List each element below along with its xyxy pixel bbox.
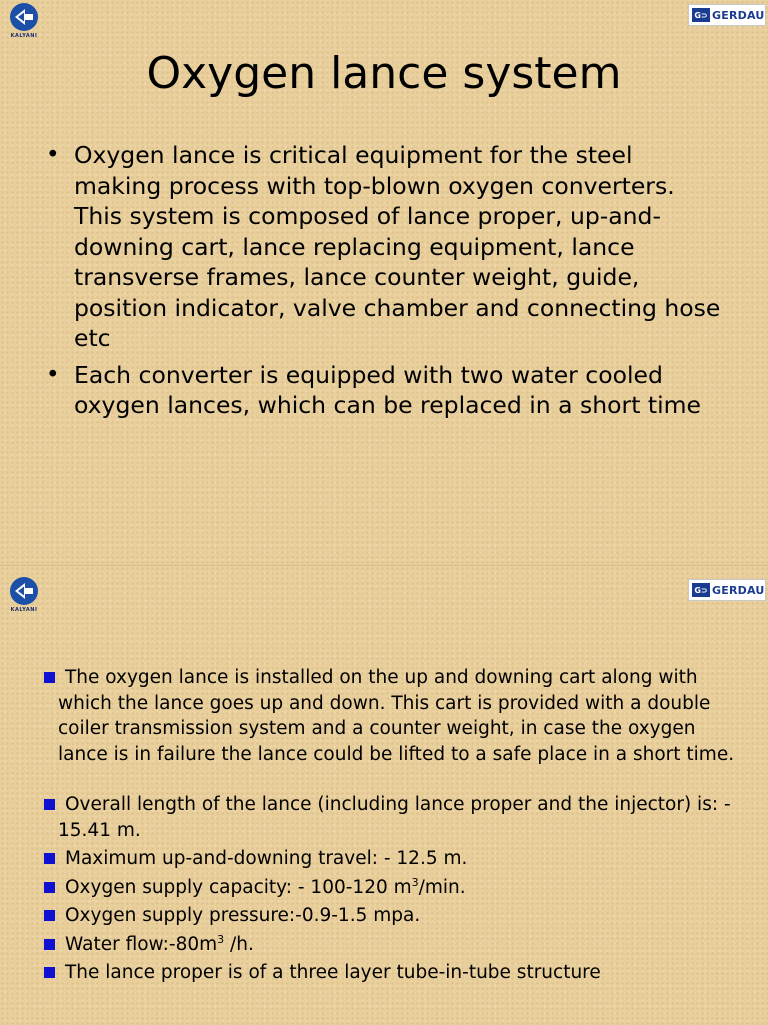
bullet-dot: •: [46, 142, 60, 168]
list-item: [44, 932, 744, 958]
list-item: [44, 875, 744, 901]
square-bullet-icon: [44, 967, 55, 978]
list-item: [44, 665, 744, 767]
bullet-text-suffix: /min.: [418, 876, 466, 898]
list-item: [44, 792, 744, 843]
kalyani-logo: [4, 576, 44, 618]
square-bullet-icon: [44, 939, 55, 950]
square-bullet-icon: [44, 672, 55, 683]
bullet-text: Water flow:-80m: [65, 933, 218, 955]
bullet-text: Overall length of the lance (including lance proper and the injector) is: - 15.41 m.: [58, 794, 731, 841]
bullet-text: The oxygen lance is installed on the up and downing cart along with which the lance goes up and down. This cart is provided with a double coiler transmission system and a counter weight, in case the oxygen lance is in failure the lance could be lifted to a safe place in a short time.: [58, 667, 735, 765]
gerdau-mark-icon: G⊃: [692, 583, 710, 597]
square-bullet-icon: [44, 853, 55, 864]
bullet-text: Each converter is equipped with two water cooled oxygen lances, which can be replaced in a short time: [74, 360, 701, 419]
list-item: [44, 903, 744, 929]
superscript: 3: [411, 875, 419, 889]
kalyani-emblem-icon: [9, 576, 39, 606]
kalyani-logo: [4, 2, 44, 44]
bullet-text: Oxygen lance is critical equipment for the steel making process with top-blown oxygen converters. This system is composed of lance proper, up-and-downing cart, lance replacing equipment, lance transverse frames, lance counter weight, guide, position indicator, valve chamber and connecting hose etc: [74, 141, 721, 352]
superscript: 3: [217, 932, 225, 946]
list-item: [46, 140, 726, 354]
list-item: [44, 846, 744, 872]
slide-1-bullet-list: [46, 140, 726, 427]
square-bullet-icon: [44, 799, 55, 810]
gerdau-logo: [688, 579, 766, 601]
bullet-dot: •: [46, 361, 60, 388]
list-item: [44, 960, 744, 986]
square-bullet-icon: [44, 910, 55, 921]
bullet-text: The lance proper is of a three layer tube-in-tube structure: [65, 962, 601, 983]
square-bullet-icon: [44, 882, 55, 893]
bullet-text: Maximum up-and-downing travel: - 12.5 m.: [65, 848, 468, 869]
gerdau-mark-icon: G⊃: [692, 8, 710, 22]
gerdau-logo: [688, 4, 766, 26]
kalyani-logo-text: KALYANI: [10, 607, 38, 613]
slide-2-bullet-list: [44, 665, 744, 989]
slide-2: [0, 565, 768, 1025]
bullet-text: Oxygen supply capacity: - 100-120 m: [65, 876, 412, 898]
kalyani-logo-text: KALYANI: [10, 33, 38, 39]
slide-title: Oxygen lance system: [146, 48, 622, 99]
gerdau-logo-text: GERDAU: [712, 583, 765, 597]
gerdau-logo-text: GERDAU: [712, 8, 765, 22]
list-item: [46, 360, 726, 421]
kalyani-emblem-icon: [9, 2, 39, 32]
bullet-text: Oxygen supply pressure:-0.9-1.5 mpa.: [65, 905, 421, 926]
bullet-text-suffix: /h.: [224, 933, 254, 955]
